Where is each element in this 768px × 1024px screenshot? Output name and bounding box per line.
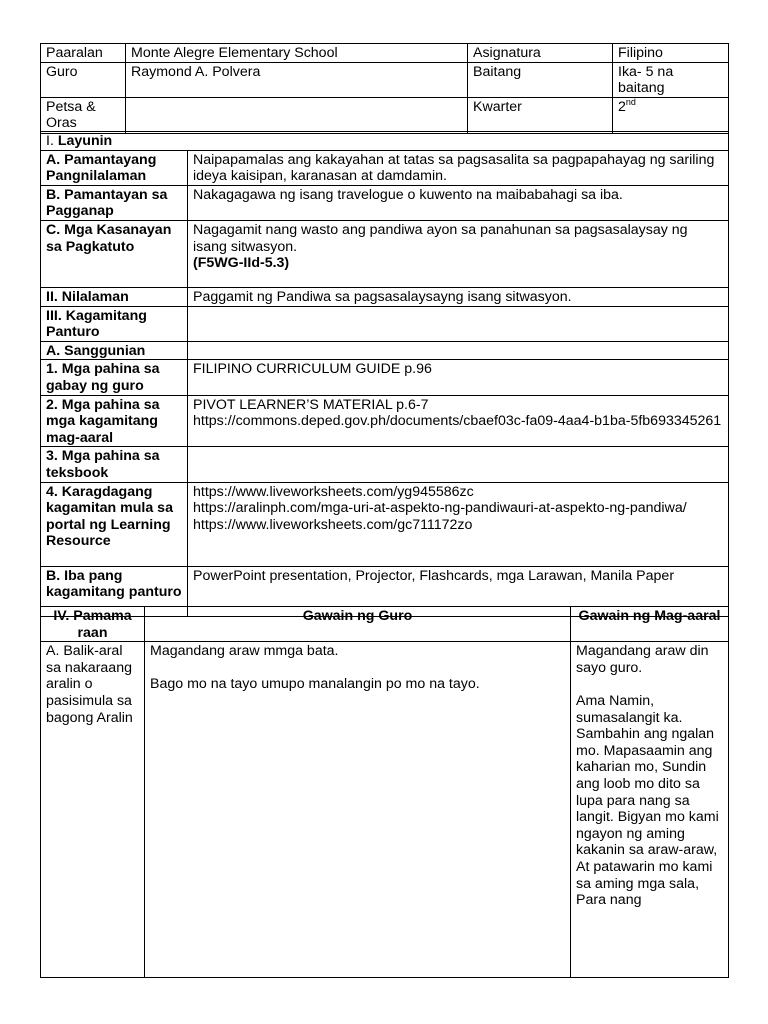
iba-pang-kagamitan-value: PowerPoint presentation, Projector, Flashcards, mga Larawan, Manila Paper [188, 566, 729, 616]
kwarter-label: Kwarter [468, 97, 613, 133]
petsa-value [126, 97, 468, 133]
balik-aral-label: A. Balik-aral sa nakaraang aralin o pasisimula sa bagong Aralin [41, 642, 145, 978]
gawain-guro-cell [145, 642, 571, 978]
iba-pang-kagamitan-label: B. Iba pang kagamitang panturo [41, 566, 188, 616]
sanggunian-value [188, 341, 729, 360]
kasanayan-text: Nagagamit nang wasto ang pandiwa ayon sa panahunan sa pagsasalaysay ng isang sitwasyon. [193, 221, 688, 255]
layunin-label: Layunin [57, 133, 113, 149]
kagamitan-label: III. Kagamitang Panturo [41, 306, 188, 341]
kagamitan-value [188, 306, 729, 341]
kagamitang-magaaral-label: 2. Mga pahina sa mga kagamitang mag-aaral [41, 395, 188, 447]
teksbook-value [188, 447, 729, 482]
gawain-magaaral-header: Gawain ng Mag-aaral [571, 607, 729, 642]
petsa-label: Petsa & Oras [41, 97, 126, 133]
pamantayang-pangnilalaman-label: A. Pamantayang Pangnilalaman [41, 150, 188, 185]
nilalaman-label: II. Nilalaman [41, 287, 188, 306]
learning-resource-value: https://www.liveworksheets.com/yg945586zc https://aralinph.com/mga-uri-at-aspekto-ng-pandiwauri-at-aspekto-ng-pandiwa/ https://www.liveworksheets.com/gc711172zo [188, 482, 729, 566]
sections-table [40, 131, 729, 617]
guro-value: Raymond A. Polvera [126, 62, 468, 97]
gawain-guro-header: Gawain ng Guro [145, 607, 571, 642]
nilalaman-value: Paggamit ng Pandiwa sa pagsasalaysayng isang sitwasyon. [188, 287, 729, 306]
pamantayan-pagganap-value: Nakagagawa ng isang travelogue o kuwento na maibabahagi sa iba. [188, 185, 729, 220]
asignatura-value: Filipino [613, 44, 729, 63]
kwarter-value [613, 97, 729, 133]
asignatura-label: Asignatura [468, 44, 613, 63]
pamamaraan-header: IV. Pamama raan [41, 607, 145, 642]
guro-greeting: Magandang araw mmga bata. [150, 643, 339, 660]
teksbook-label: 3. Mga pahina sa teksbook [41, 447, 188, 482]
kagamitang-magaaral-value: PIVOT LEARNER’S MATERIAL p.6-7 https://commons.deped.gov.ph/documents/cbaef03c-fa09-4aa4-b1ba-5fb693345261 [188, 395, 729, 447]
header-table [40, 43, 729, 134]
procedure-table [40, 606, 729, 978]
baitang-value: Ika- 5 na baitang [613, 62, 729, 97]
paaralan-value: Monte Alegre Elementary School [126, 44, 468, 63]
gabay-guro-value: FILIPINO CURRICULUM GUIDE p.96 [188, 360, 729, 395]
kwarter-number: 2 [618, 98, 626, 115]
layunin-prefix: I. [46, 133, 58, 149]
pamantayan-pagganap-label: B. Pamantayan sa Pagganap [41, 185, 188, 220]
baitang-label: Baitang [468, 62, 613, 97]
paaralan-label: Paaralan [41, 44, 126, 63]
kwarter-suffix: nd [625, 97, 636, 107]
kasanayan-label: C. Mga Kasanayan sa Pagkatuto [41, 220, 188, 287]
gabay-guro-label: 1. Mga pahina sa gabay ng guro [41, 360, 188, 395]
guro-prayer-instruction: Bago mo na tayo umupo manalangin po mo na tayo. [150, 676, 480, 693]
gawain-magaaral-cell [571, 642, 729, 978]
magaaral-prayer: Ama Namin, sumasalangit ka. Sambahin ang ngalan mo. Mapasaamin ang kaharian mo, Sundin ang loob mo dito sa lupa para nang sa langit. Bigyan mo kami ngayon ng aming kakanin sa araw-araw, At patawarin mo kami sa aming mga sala, Para nang [576, 692, 719, 909]
kasanayan-code: (F5WG-IId-5.3) [193, 255, 290, 272]
kasanayan-value [188, 220, 729, 287]
layunin-heading [41, 132, 729, 151]
pamantayang-pangnilalaman-value: Naipapamalas ang kakayahan at tatas sa pagsasalita sa pagpapahayag ng sariling ideya kaisipan, karanasan at damdamin. [188, 150, 729, 185]
learning-resource-label: 4. Karagdagang kagamitan mula sa portal ng Learning Resource [41, 482, 188, 566]
sanggunian-label: A. Sanggunian [41, 341, 188, 360]
guro-label: Guro [41, 62, 126, 97]
magaaral-greeting: Magandang araw din sayo guro. [576, 643, 709, 676]
